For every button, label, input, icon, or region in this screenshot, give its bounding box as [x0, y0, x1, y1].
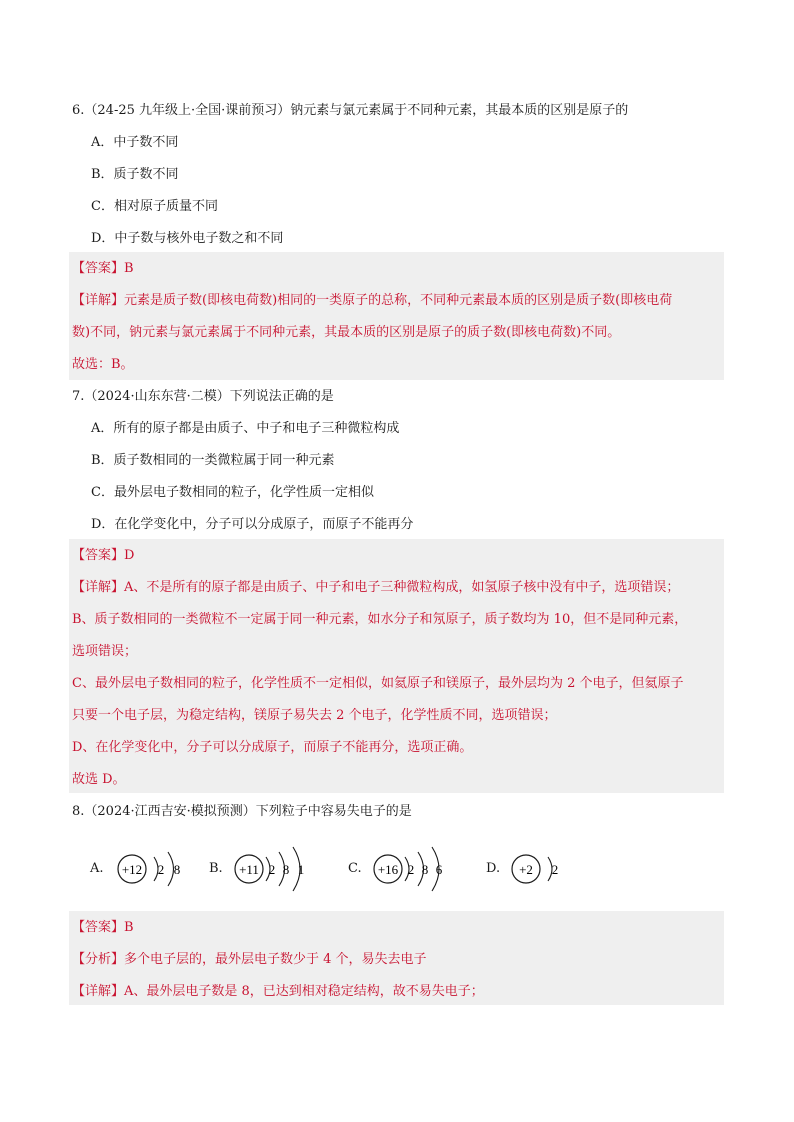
q8-analysis-line: [72, 952, 427, 968]
q7-option-b: B．质子数相同的一类微粒属于同一种元素: [91, 453, 335, 468]
atom-label: A.: [90, 861, 104, 876]
q8-detail-line-1: [72, 984, 484, 1000]
shell-1-electrons: 2: [157, 862, 165, 877]
answer-tag: 【答案】: [72, 548, 125, 563]
q7-stem: 7.（2024·山东东营·二模）下列说法正确的是: [72, 389, 334, 404]
q7-option-c: C．最外层电子数相同的粒子，化学性质一定相似: [91, 485, 374, 500]
nucleus-charge: +2: [519, 862, 533, 877]
detail-text: A、最外层电子数是 8，已达到相对稳定结构，故不易失电子；: [124, 984, 484, 999]
q6-answer-box: [69, 252, 724, 380]
q8-answer-line: [72, 920, 134, 936]
atom-label: C.: [348, 861, 362, 876]
answer-tag: 【答案】: [72, 920, 125, 935]
shell-3-electrons: 6: [435, 862, 443, 877]
q6-option-a: A．中子数不同: [91, 135, 179, 150]
q8-stem: 8.（2024·江西吉安·模拟预测）下列粒子中容易失电子的是: [72, 804, 412, 819]
atom-a-diagram: [110, 844, 220, 896]
analysis-text: 多个电子层的，最外层电子数少于 4 个，易失去电子: [124, 952, 427, 967]
q6-option-c: C．相对原子质量不同: [91, 199, 218, 214]
shell-2-electrons: 8: [173, 862, 181, 877]
q6-detail-line-2: 数)不同，钠元素与氯元素属于不同种元素，其最本质的区别是原子的质子数(即核电荷数)不同。: [72, 325, 621, 340]
answer-tag: 【答案】: [72, 261, 125, 276]
q6-detail-line-1: [72, 293, 672, 309]
atom-label: B.: [209, 861, 223, 876]
shell-2-electrons: 8: [421, 862, 429, 877]
shell-3-electrons: 1: [297, 862, 305, 877]
atom-d-diagram: [508, 844, 598, 896]
answer-value: B: [124, 261, 134, 276]
answer-value: B: [124, 920, 134, 935]
atom-label: D.: [486, 861, 501, 876]
detail-tag: 【详解】: [72, 580, 125, 595]
nucleus-charge: +12: [121, 862, 143, 877]
analysis-tag: 【分析】: [72, 952, 125, 967]
shell-2-electrons: 8: [282, 862, 290, 877]
shell-1-electrons: 2: [551, 862, 559, 877]
q7-conclusion: 故选 D。: [72, 772, 126, 787]
q7-detail-line-3: 选项错误；: [72, 644, 138, 659]
nucleus-charge: +16: [377, 862, 399, 877]
q7-detail-line-5: 只要一个电子层，为稳定结构，镁原子易失去 2 个电子，化学性质不同，选项错误；: [72, 708, 557, 723]
q7-detail-line-6: D、在化学变化中，分子可以分成原子，而原子不能再分，选项正确。: [72, 740, 473, 755]
q7-answer-line: [72, 548, 134, 564]
answer-value: D: [124, 548, 135, 563]
q7-detail-line-2: B、质子数相同的一类微粒不一定属于同一种元素，如水分子和氖原子，质子数均为 10，但不是同种元素，: [72, 612, 688, 627]
q6-conclusion: 故选：B。: [72, 357, 134, 372]
detail-text: A、不是所有的原子都是由质子、中子和电子三种微粒构成，如氢原子核中没有中子，选项错误；: [124, 580, 680, 595]
atom-b-diagram: [227, 844, 337, 896]
detail-tag: 【详解】: [72, 984, 125, 999]
shell-1-electrons: 2: [407, 862, 415, 877]
q7-option-d: D．在化学变化中，分子可以分成原子，而原子不能再分: [91, 517, 414, 532]
q6-option-b: B．质子数不同: [91, 167, 179, 182]
nucleus-charge: +11: [239, 862, 259, 877]
q7-detail-line-1: [72, 580, 679, 596]
q6-stem: 6.（24-25 九年级上·全国·课前预习）钠元素与氯元素属于不同种元素，其最本质的区别是原子的: [72, 103, 629, 118]
detail-text: 元素是质子数(即核电荷数)相同的一类原子的总称，不同种元素最本质的区别是质子数(即核电荷: [124, 293, 673, 308]
q6-answer-line: [72, 261, 134, 277]
q7-detail-line-4: C、最外层电子数相同的粒子，化学性质不一定相似，如氦原子和镁原子，最外层均为 2 个电子，但氦原子: [72, 676, 684, 691]
q7-option-a: A．所有的原子都是由质子、中子和电子三种微粒构成: [91, 421, 400, 436]
atom-c-diagram: [366, 844, 476, 896]
shell-1-electrons: 2: [268, 862, 276, 877]
detail-tag: 【详解】: [72, 293, 125, 308]
q6-option-d: D．中子数与核外电子数之和不同: [91, 231, 284, 246]
